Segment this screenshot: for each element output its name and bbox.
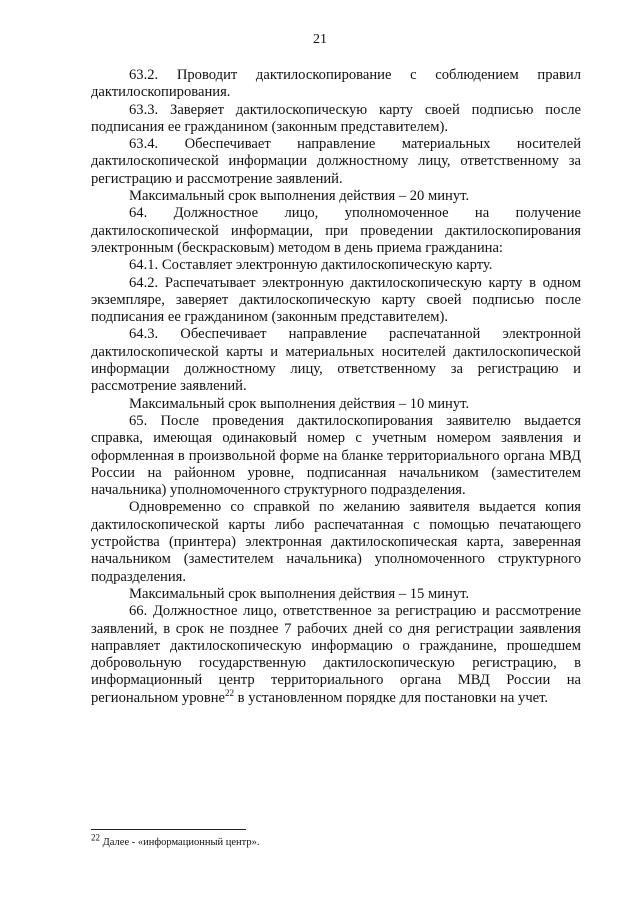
paragraph-time-limit-10: Максимальный срок выполнения действия – 10 минут.: [129, 395, 470, 412]
document-body: [91, 67, 581, 707]
paragraph-63-4: 63.4. Обеспечивает направление материальных носителей дактилоскопической информации должностному лицу, ответственному за регистрацию и рассмотрение заявлений.: [91, 136, 581, 187]
paragraph-time-limit-20: Максимальный срок выполнения действия – 20 минут.: [129, 188, 470, 205]
footnote-divider: [91, 829, 246, 830]
footnote-reference: 22: [225, 687, 235, 698]
footnote-text: Далее - «информационный центр».: [102, 837, 260, 848]
paragraph-time-limit-15: Максимальный срок выполнения действия – 15 минут.: [129, 585, 470, 602]
paragraph-66-tail: в установленном порядке для постановки на учет.: [237, 689, 549, 706]
paragraph-66-text: 66. Должностное лицо, ответственное за регистрацию и рассмотрение заявлений, в срок не позднее 7 рабочих дней со дня регистрации заявления направляет дактилоскопическую информацию о гражданине, прошедшем добровольную государственную дактилоскопическую регистрацию, в информационный центр территориального органа МВД России на региональном уровне: [91, 603, 581, 706]
paragraph-63-3: 63.3. Заверяет дактилоскопическую карту своей подписью после подписания ее гражданином (законным представителем).: [91, 101, 581, 135]
paragraph-64-2: 64.2. Распечатывает электронную дактилоскопическую карту в одном экземпляре, заверяет дактилоскопическую карту своей подписью после подписания ее гражданином (законным представителем).: [91, 274, 581, 326]
footnote: [91, 832, 581, 849]
page-number: 21: [313, 32, 327, 47]
paragraph-63-2: 63.2. Проводит дактилоскопирование с соблюдением правил дактилоскопирования.: [91, 67, 581, 101]
paragraph-64-3: 64.3. Обеспечивает направление распечатанной электронной дактилоскопической карты и материальных носителей дактилоскопической информации должностному лицу, ответственному за регистрацию и рассмотрение заявлений.: [91, 326, 581, 395]
paragraph-65-copy: Одновременно со справкой по желанию заявителя выдается копия дактилоскопической карты либо распечатанная с помощью печатающего устройства (принтера) электронная дактилоскопическая карта, заверенная начальником (заместителем начальника) уполномоченного структурного подразделения.: [91, 499, 581, 585]
paragraph-64-1: 64.1. Составляет электронную дактилоскопическую карту.: [129, 257, 493, 274]
paragraph-64: 64. Должностное лицо, уполномоченное на получение дактилоскопической информации, при проведении дактилоскопирования электронным (бескрасковым) методом в день приема гражданина:: [91, 205, 581, 256]
paragraph-65: 65. После проведения дактилоскопирования заявителю выдается справка, имеющая одинаковый номер с учетным номером заявления и оформленная в произвольной форме на бланке территориального органа МВД России на районном уровне, подписанная начальником (заместителем начальника) уполномоченного структурного подразделения.: [91, 412, 581, 499]
footnote-marker: 22: [91, 832, 100, 843]
paragraph-66: [91, 603, 581, 707]
